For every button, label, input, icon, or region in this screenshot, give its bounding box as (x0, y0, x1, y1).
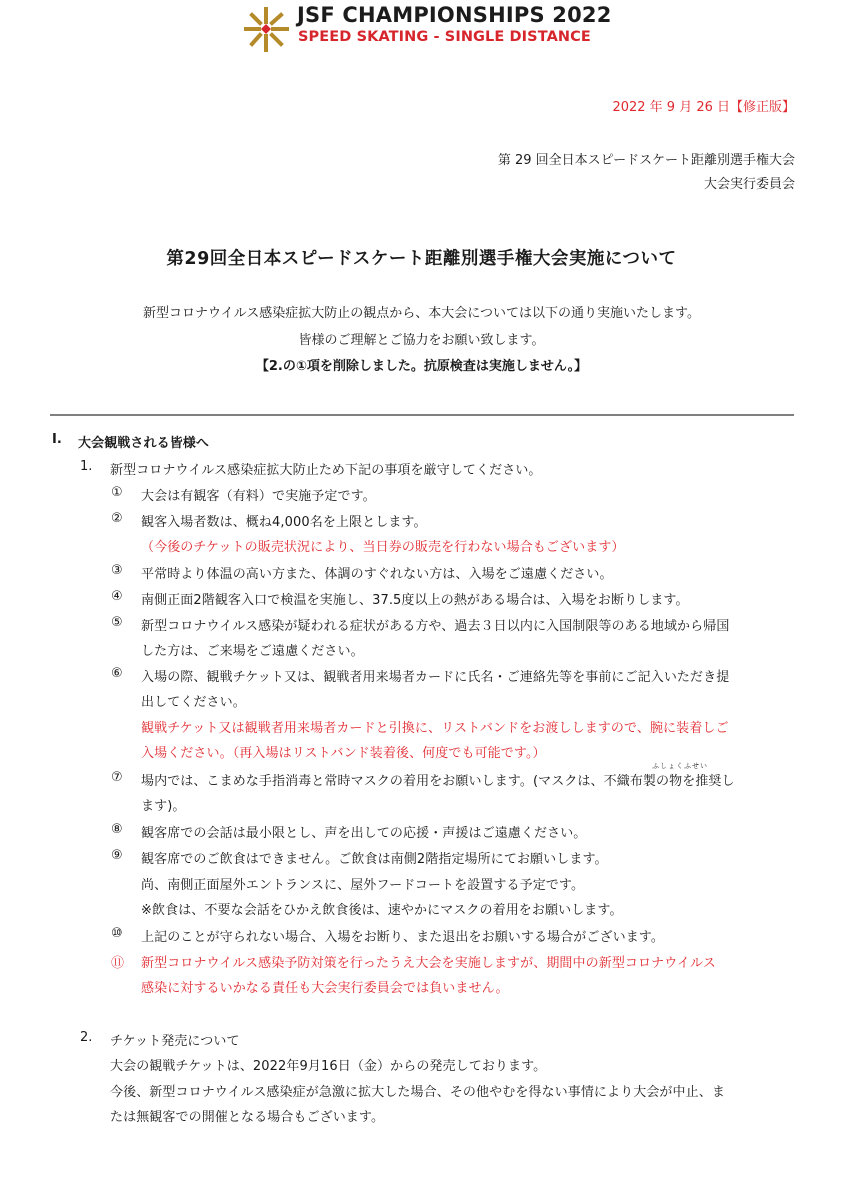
rule-2-line: 観客入場者数は、概ね4,000名を上限とします。 (141, 515, 427, 530)
document-date: 2022 年 9 月 26 日【修正版】 (612, 100, 795, 115)
rule-3-line: 平常時より体温の高い方また、体調のすぐれない方は、入場をご遠慮ください。 (141, 567, 613, 582)
rule-5-line-1: 新型コロナウイルス感染が疑われる症状がある方や、過去３日以内に入国制限等のある地域から帰国 (141, 619, 730, 634)
rule-9-line-1: 観客席でのご飲食はできません。ご飲食は南側2階指定場所にてお願いします。 (141, 852, 608, 867)
rule-9-line-3: ※飲食は、不要な会話をひかえ飲食後は、速やかにマスクの着用をお願いします。 (141, 903, 623, 918)
rule-11-number: ⑪ (111, 956, 125, 971)
rule-11-red-line-2: 感染に対するいかなる責任も大会実行委員会では負いません。 (141, 981, 509, 996)
rule-2-number: ② (111, 511, 123, 526)
rule-1-number: ① (111, 485, 123, 500)
rule-6-number: ⑥ (111, 666, 123, 681)
rule-9-line-2: 尚、南側正面屋外エントランスに、屋外フードコートを設置する予定です。 (141, 878, 585, 893)
rule-9-number: ⑨ (111, 848, 123, 863)
rule-6-red-line-2: 入場ください。（再入場はリストバンド装着後、何度でも可能です。） (141, 746, 546, 761)
rule-2-red-note: （今後のチケットの販売状況により、当日券の販売を行わない場合もございます） (141, 540, 625, 555)
divider (50, 414, 794, 416)
item-1-number: 1. (80, 459, 93, 474)
rule-7-number: ⑦ (111, 770, 123, 785)
rule-11-red-line-1: 新型コロナウイルス感染予防対策を行ったうえ大会を実施しますが、期間中の新型コロナウイルス (141, 956, 716, 971)
item-1-text: 新型コロナウイルス感染症拡大防止ため下記の事項を厳守してください。 (110, 463, 542, 478)
section-2-line-1: 大会の観戦チケットは、2022年9月16日（金）からの発売しております。 (110, 1059, 547, 1074)
section-1-number: I. (52, 432, 62, 447)
rule-10-number: ⑩ (111, 926, 123, 941)
rule-3-number: ③ (111, 563, 123, 578)
snowflake-logo-icon (243, 6, 289, 52)
rule-4-number: ④ (111, 589, 123, 604)
rule-6-line-2: 出してください。 (141, 695, 246, 710)
rule-8-line: 観客席での会話は最小限とし、声を出しての応援・声援はご遠慮ください。 (141, 826, 587, 841)
rule-7-line-2: ます)。 (141, 799, 186, 814)
revision-notice: 【2.の①項を削除しました。抗原検査は実施しません。】 (255, 359, 588, 374)
rule-10-line: 上記のことが守られない場合、入場をお断り、また退出をお願いする場合がございます。 (141, 930, 664, 945)
organizer-committee: 大会実行委員会 (703, 177, 795, 192)
rule-7-line-1: 場内では、こまめな手指消毒と常時マスクの着用をお願いします。(マスクは、不織布製の物を推奨し (141, 774, 735, 789)
page-title: 第29回全日本スピードスケート距離別選手権大会実施について (166, 249, 677, 269)
section-1-heading: 大会観戦される皆様へ (78, 436, 210, 451)
section-2-heading: チケット発売について (110, 1034, 240, 1049)
rule-8-number: ⑧ (111, 822, 123, 837)
intro-line-1: 新型コロナウイルス感染症拡大防止の観点から、本大会については以下の通り実施いたします。 (143, 306, 700, 321)
championship-logo (243, 3, 612, 52)
logo-title: JSF CHAMPIONSHIPS 2022 (297, 3, 612, 27)
rule-7-ruby: ふしょくふせい (652, 762, 708, 770)
organizer-event: 第 29 回全日本スピードスケート距離別選手権大会 (497, 153, 795, 168)
rule-5-line-2: した方は、ご来場をご遠慮ください。 (141, 644, 364, 659)
section-2-line-3: たは無観客での開催となる場合もございます。 (110, 1110, 385, 1125)
rule-1-line: 大会は有観客（有料）で実施予定です。 (141, 489, 376, 504)
rule-5-number: ⑤ (111, 615, 123, 630)
intro-line-2: 皆様のご理解とご協力をお願い致します。 (298, 333, 545, 348)
rule-4-line: 南側正面2階観客入口で検温を実施し、37.5度以上の熱がある場合は、入場をお断りします。 (141, 593, 689, 608)
rule-6-red-line-1: 観戦チケット又は観戦者用来場者カードと引換に、リストバンドをお渡ししますので、腕に装着しご (141, 721, 729, 736)
rule-6-line-1: 入場の際、観戦チケット又は、観戦者用来場者カードに氏名・ご連絡先等を事前にご記入いただき提 (141, 670, 730, 685)
section-2-line-2: 今後、新型コロナウイルス感染症が急激に拡大した場合、その他やむを得ない事情により大会が中止、ま (110, 1085, 725, 1100)
section-2-number: 2. (80, 1030, 93, 1045)
logo-subtitle: SPEED SKATING - SINGLE DISTANCE (298, 29, 591, 45)
